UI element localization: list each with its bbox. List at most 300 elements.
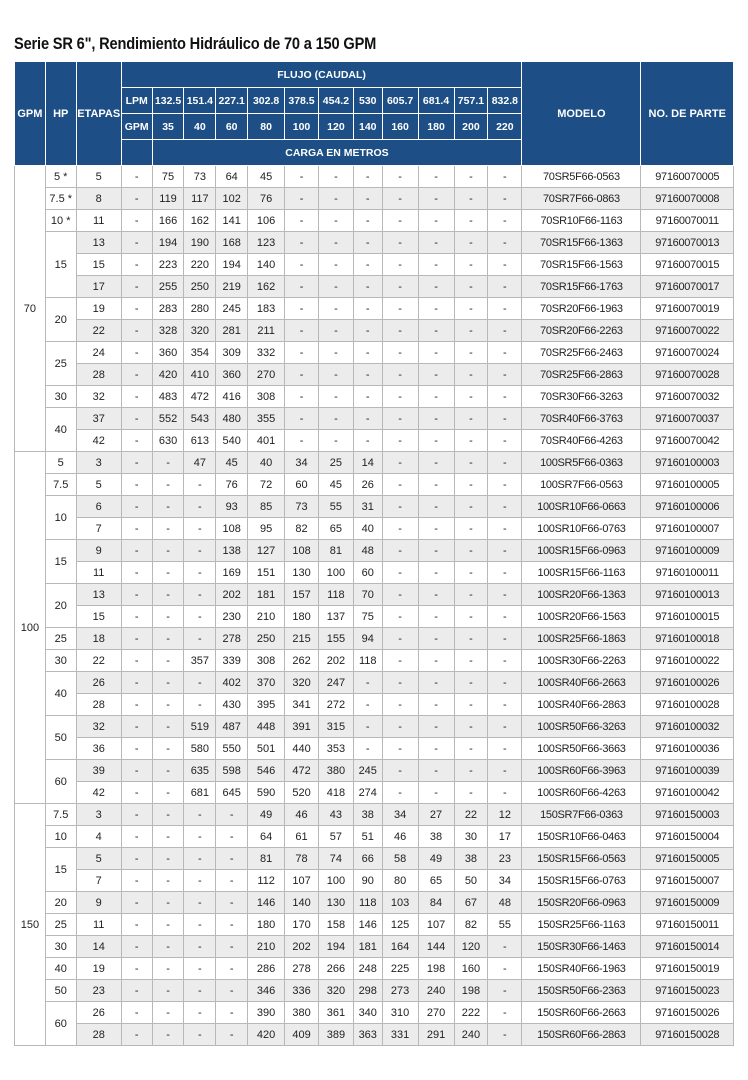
head-value-cell: -: [488, 364, 522, 386]
head-value-cell: -: [488, 232, 522, 254]
head-value-cell: -: [454, 518, 488, 540]
hp-cell: 15: [45, 540, 76, 584]
head-value-cell: -: [121, 716, 152, 738]
head-value-cell: -: [318, 298, 353, 320]
model-cell: 150SR25F66-1163: [522, 914, 641, 936]
head-value-cell: -: [418, 188, 454, 210]
head-value-cell: -: [382, 760, 418, 782]
head-value-cell: -: [382, 738, 418, 760]
head-value-cell: 120: [454, 936, 488, 958]
head-value-cell: 108: [216, 518, 248, 540]
head-value-cell: 194: [318, 936, 353, 958]
head-value-cell: -: [488, 958, 522, 980]
head-value-cell: 194: [216, 254, 248, 276]
head-value-cell: -: [454, 694, 488, 716]
head-value-cell: 119: [152, 188, 184, 210]
head-value-cell: -: [488, 738, 522, 760]
model-cell: 100SR20F66-1563: [522, 606, 641, 628]
model-cell: 150SR60F66-2663: [522, 1002, 641, 1024]
head-value-cell: -: [121, 584, 152, 606]
head-value-cell: -: [121, 540, 152, 562]
head-value-cell: -: [285, 166, 319, 188]
head-value-cell: -: [488, 980, 522, 1002]
hp-cell: 60: [45, 760, 76, 804]
head-value-cell: 61: [285, 826, 319, 848]
head-value-cell: 309: [216, 342, 248, 364]
head-value-cell: -: [121, 320, 152, 342]
head-value-cell: 281: [216, 320, 248, 342]
head-value-cell: -: [152, 540, 184, 562]
head-value-cell: -: [184, 1002, 216, 1024]
head-value-cell: -: [382, 496, 418, 518]
head-value-cell: -: [121, 254, 152, 276]
header-gpm-label: GPM: [121, 114, 152, 140]
head-value-cell: -: [152, 584, 184, 606]
head-value-cell: 247: [318, 672, 353, 694]
part-number-cell: 97160100007: [641, 518, 734, 540]
head-value-cell: -: [353, 276, 382, 298]
table-row: [15, 804, 734, 826]
head-value-cell: 320: [318, 980, 353, 1002]
head-value-cell: 94: [353, 628, 382, 650]
head-value-cell: -: [418, 672, 454, 694]
head-value-cell: 401: [248, 430, 285, 452]
table-row: [15, 606, 734, 628]
head-value-cell: -: [454, 606, 488, 628]
head-value-cell: 168: [216, 232, 248, 254]
head-value-cell: -: [382, 188, 418, 210]
head-value-cell: 390: [248, 1002, 285, 1024]
head-value-cell: -: [418, 452, 454, 474]
stages-cell: 26: [76, 672, 121, 694]
head-value-cell: 389: [318, 1024, 353, 1046]
head-value-cell: 162: [248, 276, 285, 298]
head-value-cell: 255: [152, 276, 184, 298]
head-value-cell: -: [184, 672, 216, 694]
header-lpm-value: 681.4: [418, 88, 454, 114]
performance-table: [14, 61, 734, 1046]
head-value-cell: -: [488, 540, 522, 562]
head-value-cell: -: [488, 188, 522, 210]
stages-cell: 5: [76, 848, 121, 870]
head-value-cell: 38: [353, 804, 382, 826]
part-number-cell: 97160100018: [641, 628, 734, 650]
head-value-cell: -: [121, 408, 152, 430]
stages-cell: 32: [76, 716, 121, 738]
head-value-cell: 75: [152, 166, 184, 188]
hp-cell: 50: [45, 980, 76, 1002]
head-value-cell: 47: [184, 452, 216, 474]
part-number-cell: 97160100039: [641, 760, 734, 782]
head-value-cell: -: [353, 232, 382, 254]
head-value-cell: 158: [318, 914, 353, 936]
model-cell: 70SR40F66-3763: [522, 408, 641, 430]
header-gpm-value: 200: [454, 114, 488, 140]
hp-cell: 20: [45, 892, 76, 914]
head-value-cell: 286: [248, 958, 285, 980]
head-value-cell: 130: [318, 892, 353, 914]
head-value-cell: -: [318, 276, 353, 298]
table-row: [15, 584, 734, 606]
stages-cell: 42: [76, 430, 121, 452]
gpm-group-cell: 100: [15, 452, 46, 804]
head-value-cell: -: [318, 320, 353, 342]
head-value-cell: 118: [353, 892, 382, 914]
head-value-cell: -: [121, 474, 152, 496]
head-value-cell: 341: [285, 694, 319, 716]
head-value-cell: -: [121, 694, 152, 716]
head-value-cell: -: [353, 738, 382, 760]
head-value-cell: -: [152, 870, 184, 892]
head-value-cell: -: [152, 518, 184, 540]
part-number-cell: 97160070013: [641, 232, 734, 254]
head-value-cell: -: [488, 408, 522, 430]
head-value-cell: 266: [318, 958, 353, 980]
head-value-cell: -: [184, 562, 216, 584]
head-value-cell: -: [184, 914, 216, 936]
head-value-cell: 82: [454, 914, 488, 936]
header-part: NO. DE PARTE: [641, 62, 734, 166]
head-value-cell: -: [454, 584, 488, 606]
head-value-cell: -: [382, 408, 418, 430]
head-value-cell: 100: [318, 870, 353, 892]
header-gpm-value: 160: [382, 114, 418, 140]
head-value-cell: 50: [454, 870, 488, 892]
part-number-cell: 97160100011: [641, 562, 734, 584]
head-value-cell: 106: [248, 210, 285, 232]
head-value-cell: -: [454, 254, 488, 276]
head-value-cell: 418: [318, 782, 353, 804]
head-value-cell: 107: [285, 870, 319, 892]
head-value-cell: -: [121, 672, 152, 694]
hp-cell: 25: [45, 342, 76, 386]
part-number-cell: 97160100028: [641, 694, 734, 716]
head-value-cell: -: [353, 430, 382, 452]
head-value-cell: 380: [318, 760, 353, 782]
hp-cell: 60: [45, 1002, 76, 1046]
part-number-cell: 97160150011: [641, 914, 734, 936]
header-gpm-value: 220: [488, 114, 522, 140]
head-value-cell: 127: [248, 540, 285, 562]
head-value-cell: 74: [318, 848, 353, 870]
part-number-cell: 97160150028: [641, 1024, 734, 1046]
head-value-cell: 75: [353, 606, 382, 628]
table-row: [15, 408, 734, 430]
stages-cell: 39: [76, 760, 121, 782]
table-row: [15, 496, 734, 518]
table-row: [15, 430, 734, 452]
head-value-cell: 34: [285, 452, 319, 474]
part-number-cell: 97160150007: [641, 870, 734, 892]
stages-cell: 7: [76, 518, 121, 540]
head-value-cell: -: [121, 210, 152, 232]
head-value-cell: -: [353, 298, 382, 320]
table-row: [15, 540, 734, 562]
head-value-cell: 72: [248, 474, 285, 496]
table-row: [15, 694, 734, 716]
head-value-cell: 298: [353, 980, 382, 1002]
head-value-cell: -: [152, 1002, 184, 1024]
head-value-cell: 60: [285, 474, 319, 496]
part-number-cell: 97160070037: [641, 408, 734, 430]
head-value-cell: -: [488, 628, 522, 650]
head-value-cell: 355: [248, 408, 285, 430]
head-value-cell: -: [488, 276, 522, 298]
head-value-cell: 546: [248, 760, 285, 782]
head-value-cell: 55: [488, 914, 522, 936]
head-value-cell: 211: [248, 320, 285, 342]
hp-cell: 10: [45, 826, 76, 848]
gpm-group-cell: 70: [15, 166, 46, 452]
head-value-cell: -: [152, 694, 184, 716]
head-value-cell: -: [454, 232, 488, 254]
hp-cell: 25: [45, 628, 76, 650]
head-value-cell: -: [285, 364, 319, 386]
head-value-cell: -: [488, 320, 522, 342]
head-value-cell: -: [216, 980, 248, 1002]
header-lpm-value: 378.5: [285, 88, 319, 114]
head-value-cell: -: [382, 650, 418, 672]
head-value-cell: -: [382, 254, 418, 276]
head-value-cell: -: [152, 1024, 184, 1046]
head-value-cell: 520: [285, 782, 319, 804]
head-value-cell: 26: [353, 474, 382, 496]
head-value-cell: 181: [353, 936, 382, 958]
head-value-cell: 112: [248, 870, 285, 892]
head-value-cell: -: [121, 496, 152, 518]
header-model: MODELO: [522, 62, 641, 166]
head-value-cell: 274: [353, 782, 382, 804]
model-cell: 100SR7F66-0563: [522, 474, 641, 496]
head-value-cell: -: [382, 276, 418, 298]
head-value-cell: 125: [382, 914, 418, 936]
head-value-cell: 194: [152, 232, 184, 254]
table-row: [15, 166, 734, 188]
stages-cell: 18: [76, 628, 121, 650]
head-value-cell: -: [382, 298, 418, 320]
stages-cell: 11: [76, 210, 121, 232]
part-number-cell: 97160100009: [641, 540, 734, 562]
head-value-cell: -: [454, 188, 488, 210]
head-value-cell: -: [216, 936, 248, 958]
head-value-cell: -: [418, 716, 454, 738]
table-row: [15, 980, 734, 1002]
model-cell: 100SR30F66-2263: [522, 650, 641, 672]
head-value-cell: 250: [184, 276, 216, 298]
model-cell: 70SR15F66-1563: [522, 254, 641, 276]
head-value-cell: 130: [285, 562, 319, 584]
head-value-cell: 108: [285, 540, 319, 562]
head-value-cell: -: [121, 298, 152, 320]
head-value-cell: -: [382, 716, 418, 738]
header-lpm-value: 227.1: [216, 88, 248, 114]
stages-cell: 19: [76, 298, 121, 320]
head-value-cell: -: [152, 782, 184, 804]
part-number-cell: 97160150026: [641, 1002, 734, 1024]
head-value-cell: -: [488, 298, 522, 320]
head-value-cell: 90: [353, 870, 382, 892]
head-value-cell: 336: [285, 980, 319, 1002]
head-value-cell: -: [382, 628, 418, 650]
head-value-cell: -: [152, 452, 184, 474]
head-value-cell: 552: [152, 408, 184, 430]
head-value-cell: -: [318, 408, 353, 430]
head-value-cell: -: [488, 496, 522, 518]
head-value-cell: -: [318, 232, 353, 254]
head-value-cell: -: [418, 760, 454, 782]
table-row: [15, 848, 734, 870]
hp-cell: 7.5 *: [45, 188, 76, 210]
head-value-cell: -: [454, 364, 488, 386]
stages-cell: 3: [76, 452, 121, 474]
head-value-cell: 202: [318, 650, 353, 672]
header-head: CARGA EN METROS: [152, 140, 522, 166]
head-value-cell: -: [382, 606, 418, 628]
head-value-cell: 210: [248, 936, 285, 958]
head-value-cell: -: [454, 386, 488, 408]
head-value-cell: -: [454, 540, 488, 562]
stages-cell: 37: [76, 408, 121, 430]
head-value-cell: -: [216, 1024, 248, 1046]
hp-cell: 30: [45, 650, 76, 672]
head-value-cell: -: [184, 892, 216, 914]
head-value-cell: -: [216, 870, 248, 892]
header-flow: FLUJO (CAUDAL): [121, 62, 522, 88]
head-value-cell: 262: [285, 650, 319, 672]
head-value-cell: -: [285, 430, 319, 452]
head-value-cell: 38: [418, 826, 454, 848]
head-value-cell: -: [121, 848, 152, 870]
head-value-cell: -: [418, 562, 454, 584]
stages-cell: 6: [76, 496, 121, 518]
head-value-cell: 357: [184, 650, 216, 672]
head-value-cell: 240: [418, 980, 454, 1002]
header-gpm-value: 140: [353, 114, 382, 140]
head-value-cell: -: [488, 936, 522, 958]
header-gpm-value: 180: [418, 114, 454, 140]
stages-cell: 7: [76, 870, 121, 892]
stages-cell: 28: [76, 364, 121, 386]
model-cell: 70SR15F66-1763: [522, 276, 641, 298]
head-value-cell: -: [382, 386, 418, 408]
head-value-cell: 222: [454, 1002, 488, 1024]
table-row: [15, 738, 734, 760]
head-value-cell: 64: [216, 166, 248, 188]
stages-cell: 22: [76, 650, 121, 672]
head-value-cell: -: [121, 980, 152, 1002]
head-value-cell: 46: [285, 804, 319, 826]
head-value-cell: -: [152, 496, 184, 518]
head-value-cell: -: [418, 342, 454, 364]
head-value-cell: 331: [382, 1024, 418, 1046]
head-value-cell: -: [184, 606, 216, 628]
head-value-cell: -: [418, 628, 454, 650]
head-value-cell: -: [454, 276, 488, 298]
header-lpm-value: 454.2: [318, 88, 353, 114]
table-row: [15, 342, 734, 364]
header-stages: ETAPAS: [76, 62, 121, 166]
head-value-cell: -: [121, 628, 152, 650]
hp-cell: 15: [45, 232, 76, 298]
head-value-cell: -: [285, 342, 319, 364]
head-value-cell: -: [488, 606, 522, 628]
head-value-cell: 391: [285, 716, 319, 738]
model-cell: 150SR60F66-2863: [522, 1024, 641, 1046]
table-row: [15, 210, 734, 232]
stages-cell: 14: [76, 936, 121, 958]
head-value-cell: -: [418, 298, 454, 320]
stages-cell: 24: [76, 342, 121, 364]
head-value-cell: -: [184, 848, 216, 870]
head-value-cell: 169: [216, 562, 248, 584]
model-cell: 100SR15F66-0963: [522, 540, 641, 562]
head-value-cell: -: [285, 408, 319, 430]
head-value-cell: 472: [285, 760, 319, 782]
part-number-cell: 97160100036: [641, 738, 734, 760]
header-lpm-value: 132.5: [152, 88, 184, 114]
head-value-cell: 81: [318, 540, 353, 562]
head-value-cell: 645: [216, 782, 248, 804]
head-value-cell: -: [184, 474, 216, 496]
head-value-cell: 480: [216, 408, 248, 430]
head-value-cell: -: [382, 452, 418, 474]
head-value-cell: 283: [152, 298, 184, 320]
hp-cell: 7.5: [45, 804, 76, 826]
part-number-cell: 97160070005: [641, 166, 734, 188]
head-value-cell: 12: [488, 804, 522, 826]
stages-cell: 11: [76, 562, 121, 584]
table-row: [15, 518, 734, 540]
head-value-cell: 76: [248, 188, 285, 210]
head-value-cell: 215: [285, 628, 319, 650]
model-cell: 100SR10F66-0663: [522, 496, 641, 518]
head-value-cell: 483: [152, 386, 184, 408]
head-value-cell: 360: [216, 364, 248, 386]
head-value-cell: -: [488, 782, 522, 804]
head-value-cell: -: [418, 276, 454, 298]
head-value-cell: 151: [248, 562, 285, 584]
head-value-cell: 225: [382, 958, 418, 980]
head-value-cell: -: [216, 826, 248, 848]
head-value-cell: 46: [382, 826, 418, 848]
model-cell: 70SR15F66-1363: [522, 232, 641, 254]
head-value-cell: 472: [184, 386, 216, 408]
head-value-cell: -: [353, 342, 382, 364]
head-value-cell: 82: [285, 518, 319, 540]
head-value-cell: 34: [382, 804, 418, 826]
head-value-cell: -: [121, 782, 152, 804]
part-number-cell: 97160150005: [641, 848, 734, 870]
part-number-cell: 97160150019: [641, 958, 734, 980]
head-value-cell: 30: [454, 826, 488, 848]
head-value-cell: -: [184, 584, 216, 606]
head-value-cell: -: [454, 562, 488, 584]
head-value-cell: 49: [248, 804, 285, 826]
head-value-cell: -: [382, 166, 418, 188]
head-value-cell: -: [121, 386, 152, 408]
head-value-cell: -: [382, 782, 418, 804]
part-number-cell: 97160100042: [641, 782, 734, 804]
stages-cell: 15: [76, 254, 121, 276]
head-value-cell: 66: [353, 848, 382, 870]
head-value-cell: -: [454, 430, 488, 452]
header-lpm-value: 530: [353, 88, 382, 114]
head-value-cell: 141: [216, 210, 248, 232]
head-value-cell: -: [184, 628, 216, 650]
head-value-cell: 55: [318, 496, 353, 518]
head-value-cell: 361: [318, 1002, 353, 1024]
head-value-cell: 501: [248, 738, 285, 760]
